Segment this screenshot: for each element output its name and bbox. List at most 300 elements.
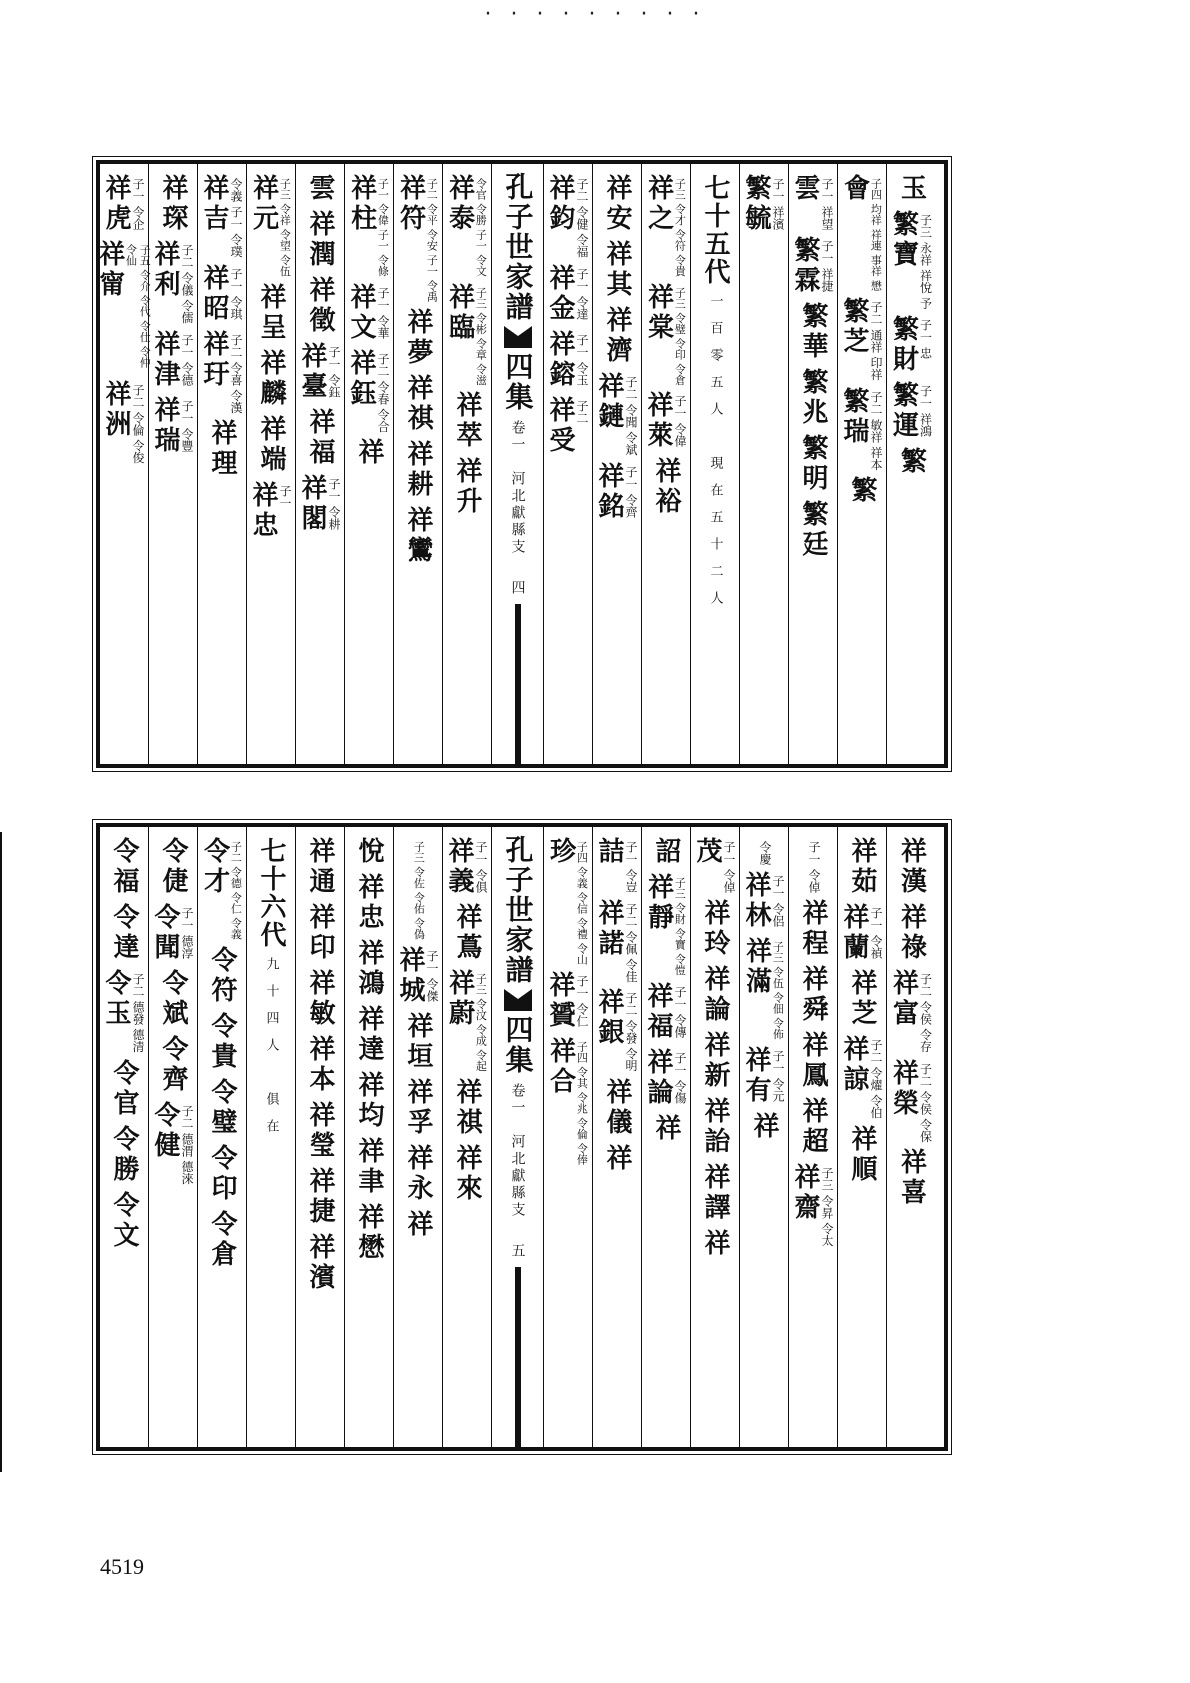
descendant-note: 子二 令侯 令存 <box>918 973 933 1053</box>
genealogy-entry <box>199 837 243 940</box>
descendant-note: 子三 令財 令寶 令愷 <box>673 877 687 976</box>
person-name: 祥新 <box>700 1030 730 1091</box>
entry-head <box>604 306 630 366</box>
entry-head <box>792 236 834 296</box>
genealogy-entry <box>702 965 728 1025</box>
genealogy-entry <box>643 174 687 277</box>
entry-head <box>209 946 235 1006</box>
person-name: 祥榮 <box>888 1058 919 1119</box>
entry-head <box>307 174 333 204</box>
entry-head <box>653 1114 679 1144</box>
upper.right_cols-column-4 <box>691 164 740 764</box>
genealogy-entry <box>604 1078 630 1138</box>
genealogy-entry <box>547 396 589 456</box>
descendant-note: 令義 子一 令璞 <box>229 178 243 258</box>
genealogy-entry <box>841 297 883 381</box>
entry-head <box>896 1148 927 1209</box>
scan-top-fragment: · · · · · · · · · <box>484 2 706 27</box>
genealogy-entry <box>800 302 826 362</box>
genealogy-entry <box>645 391 687 451</box>
descendant-note: 子一 祥鴻 <box>918 385 933 438</box>
entry-head <box>643 873 687 976</box>
entry-head <box>356 837 382 867</box>
person-name: 祥福 <box>643 981 673 1042</box>
lower.right_cols-column-1 <box>838 827 887 1447</box>
descendant-note: 子一 令企 <box>131 178 145 230</box>
genealogy-entry <box>248 174 292 277</box>
genealogy-entry <box>356 1203 382 1263</box>
person-name: 祥符 <box>395 174 426 234</box>
genealogy-entry <box>547 264 589 324</box>
person-name: 茂 <box>692 837 722 867</box>
entry-head <box>547 396 589 456</box>
genealogy-entry <box>209 419 235 479</box>
descendant-note: 子三 令璧 令印 令倉 <box>673 286 687 385</box>
entry-head <box>454 1078 480 1138</box>
person-name: 祥耕 <box>403 440 433 500</box>
volume-label: 四集 <box>501 352 535 412</box>
person-name: 令健 <box>150 1101 180 1161</box>
person-name: 祥之 <box>643 174 674 234</box>
book-title: 孔子世家譜 <box>501 172 535 322</box>
person-name: 繁運 <box>888 381 919 442</box>
person-name: 令貴 <box>207 1011 237 1072</box>
entry-head <box>258 415 284 475</box>
entry-head <box>160 969 186 1029</box>
margin-bar <box>515 1267 521 1447</box>
genealogy-entry <box>888 1058 933 1143</box>
entry-head <box>348 349 390 433</box>
genealogy-entry <box>547 330 589 390</box>
entry-head <box>792 174 834 230</box>
genealogy-entry <box>356 837 382 867</box>
entry-head <box>307 837 333 897</box>
person-name: 令才 <box>199 837 230 897</box>
genealogy-entry <box>888 969 933 1053</box>
genealogy-entry <box>596 372 638 456</box>
entry-head <box>356 1137 382 1197</box>
descendant-note: 子一 令俱 <box>474 841 488 893</box>
descendant-note: 子一 令德 <box>180 333 194 386</box>
entry-head <box>653 837 679 867</box>
entry-head <box>896 447 927 478</box>
genealogy-entry <box>405 374 431 434</box>
entry-head <box>152 396 194 456</box>
descendant-note: 子一 令元 <box>771 1049 785 1102</box>
genealogy-entry <box>160 174 186 234</box>
generation-count-note: 一百零五人 現在五十二人 <box>707 294 723 618</box>
person-name: 祥文 <box>346 282 376 343</box>
genealogy-entry <box>307 1035 333 1095</box>
genealogy-entry <box>307 969 333 1029</box>
genealogy-entry <box>702 899 728 959</box>
entry-head <box>702 1031 728 1091</box>
descendant-note: 子四 均祥 祥連 事祥 懋 <box>869 178 883 291</box>
person-name: 繁 <box>896 447 927 478</box>
generation-heading <box>258 837 284 1146</box>
person-name: 令福 <box>109 837 139 897</box>
person-name: 祥鈞 <box>545 174 575 234</box>
person-name: 祥芝 <box>847 969 877 1029</box>
person-name: 繁寶 <box>888 210 919 270</box>
genealogy-entry <box>888 315 933 376</box>
person-name: 雲 <box>305 174 335 204</box>
person-name: 祥琛 <box>158 174 188 234</box>
person-name: 祥通 <box>305 837 335 897</box>
entry-head <box>596 988 638 1072</box>
person-name: 祥昭 <box>199 263 229 324</box>
person-name: 珍 <box>545 837 576 867</box>
genealogy-entry <box>405 1144 431 1204</box>
entry-head <box>201 330 243 414</box>
person-name: 會 <box>839 174 870 204</box>
descendant-note: 子二 令燿 令伯 <box>869 1039 883 1119</box>
entry-head <box>596 899 638 983</box>
descendant-note: 子二 令侯 令保 <box>918 1062 933 1143</box>
page-number: 4519 <box>100 1554 144 1579</box>
person-name: 祥 <box>651 1113 681 1144</box>
upper.left_cols-column-5 <box>198 164 247 764</box>
person-name: 祥銘 <box>594 461 624 522</box>
genealogy-entry <box>356 1005 382 1065</box>
genealogy-entry <box>800 434 826 494</box>
center-header-column <box>492 827 544 1447</box>
genealogy-entry <box>444 282 488 386</box>
entry-head <box>849 837 875 897</box>
entry-head <box>405 1012 431 1072</box>
person-name: 祥富 <box>888 969 919 1029</box>
entry-head <box>444 282 488 386</box>
entry-head <box>152 330 194 390</box>
entry-head <box>545 1037 589 1165</box>
genealogy-entry <box>152 330 194 390</box>
genealogy-entry <box>800 368 826 428</box>
descendant-note: 令慶 <box>758 841 772 865</box>
genealogy-entry <box>643 282 687 386</box>
person-name: 祥鎔 <box>545 329 575 390</box>
entry-head <box>356 1005 382 1065</box>
person-name: 祥齋 <box>790 1162 820 1223</box>
entry-head <box>405 440 431 500</box>
branch-subtitle: 卷一 河北獻縣支 <box>509 1083 526 1219</box>
lower.left_cols-column-2 <box>345 827 394 1447</box>
descendant-note: 子一 令侶 <box>771 875 785 927</box>
entry-head <box>694 837 736 893</box>
person-name: 祥漢 <box>896 837 927 897</box>
descendant-note: 子一 忠 <box>918 319 933 360</box>
descendant-note: 子四 令其 令兆 令倫 令俸 <box>575 1041 589 1165</box>
genealogy-entry <box>896 1148 927 1209</box>
person-name: 祥蔚 <box>444 969 475 1029</box>
descendant-note: 令官 令勝 子一 令文 <box>474 178 488 277</box>
genealogy-entry <box>209 1078 235 1138</box>
entry-head <box>547 971 589 1031</box>
entry-head <box>111 903 137 963</box>
entry-head <box>841 1035 883 1119</box>
genealogy-entry <box>547 971 589 1031</box>
person-name: 令倢 <box>158 837 188 897</box>
person-name: 繁毓 <box>741 174 771 234</box>
genealogy-entry <box>743 871 785 931</box>
person-name: 祥呈 <box>256 282 286 343</box>
person-name: 祥棠 <box>643 282 674 343</box>
genealogy-entry <box>645 1048 687 1108</box>
genealogy-entry <box>454 1144 480 1204</box>
genealogy-entry <box>792 236 834 296</box>
descendant-note: 子三 令彬 令章 令滋 <box>474 286 488 385</box>
genealogy-entry <box>849 1125 875 1185</box>
upper.right_cols-column-2 <box>789 164 838 764</box>
entry-head <box>896 903 927 963</box>
genealogy-entry <box>604 306 630 366</box>
genealogy-entry <box>405 506 431 566</box>
descendant-note: 子二 令喜 令漢 <box>229 333 243 414</box>
person-name: 祥麟 <box>256 348 286 409</box>
entry-head <box>307 1167 333 1227</box>
person-name: 祥閣 <box>297 474 327 534</box>
genealogy-entry <box>395 174 439 302</box>
person-name: 祥洲 <box>101 380 131 440</box>
person-name: 祥虎 <box>101 174 131 234</box>
entry-head <box>596 462 638 522</box>
person-name: 祥均 <box>354 1071 384 1131</box>
person-name: 繁芝 <box>839 297 869 357</box>
person-name: 祥瑩 <box>305 1101 335 1161</box>
person-name: 祥濱 <box>305 1233 335 1293</box>
entry-head <box>209 1012 235 1072</box>
person-name: 祥孚 <box>403 1077 433 1138</box>
genealogy-entry <box>896 174 927 204</box>
entry-head <box>209 419 235 479</box>
descendant-note: 子三 令伍 令佃 令佈 <box>771 941 785 1040</box>
entry-head <box>604 240 630 300</box>
genealogy-entry <box>405 1210 431 1240</box>
entry-head <box>446 837 488 897</box>
person-name: 祥論 <box>700 964 730 1025</box>
genealogy-entry <box>604 240 630 300</box>
entry-head <box>888 210 933 310</box>
person-name: 祥臺 <box>297 342 327 402</box>
person-name: 繁華 <box>798 301 828 362</box>
descendant-note: 子四 令義 令信 令禮 令山 <box>575 841 589 965</box>
entry-head <box>454 457 480 517</box>
genealogy-entry <box>405 1012 431 1072</box>
lower.left_cols-column-7 <box>100 827 149 1447</box>
entry-head <box>405 1144 431 1204</box>
person-name: 祥甯 <box>94 240 125 300</box>
entry-head <box>702 1229 728 1259</box>
center-header-column <box>492 164 544 764</box>
genealogy-entry <box>209 1012 235 1072</box>
person-name: 祥合 <box>545 1037 576 1097</box>
person-name: 祥贇 <box>545 971 575 1031</box>
person-name: 祥其 <box>602 240 632 300</box>
entry-head <box>800 899 826 959</box>
entry-head <box>896 174 927 204</box>
entry-head <box>841 903 883 963</box>
person-name: 祥 <box>354 438 384 469</box>
descendant-note: 子二 令聞 令斌 <box>624 376 638 456</box>
entry-head <box>547 174 589 258</box>
entry-head <box>596 837 638 893</box>
person-name: 令玉 <box>101 969 131 1029</box>
descendant-note: 子三 令汶 令成 令起 <box>474 973 488 1072</box>
entry-head <box>743 1046 785 1106</box>
lower-page-panel <box>96 823 948 1451</box>
genealogy-entry <box>545 1037 589 1165</box>
person-name: 祥蔦 <box>452 903 482 963</box>
person-name: 祥 <box>602 1144 632 1175</box>
entry-head <box>307 210 333 270</box>
genealogy-entry <box>444 969 488 1072</box>
genealogy-entry <box>446 837 488 897</box>
genealogy-entry <box>307 1101 333 1161</box>
person-name: 令齊 <box>158 1035 188 1095</box>
entry-head <box>702 1097 728 1157</box>
entry-head <box>800 302 826 362</box>
descendant-note: 子二 敏祥 祥本 <box>869 390 883 471</box>
descendant-note: 子一 令禎 <box>869 907 883 959</box>
person-name: 祥城 <box>395 945 425 1006</box>
upper.right_cols-column-1 <box>838 164 887 764</box>
lower.right_cols-column-6 <box>593 827 642 1447</box>
volume-label: 四集 <box>501 1015 535 1075</box>
person-name: 令文 <box>109 1190 139 1251</box>
descendant-note: 子一 令仁 <box>575 975 589 1027</box>
genealogy-entry <box>299 342 341 402</box>
entry-head <box>888 315 933 376</box>
genealogy-entry <box>307 837 333 897</box>
genealogy-entry <box>160 837 186 897</box>
person-name: 玉 <box>896 174 927 204</box>
genealogy-entry <box>346 174 390 277</box>
genealogy-entry <box>307 1233 333 1293</box>
entry-head <box>645 391 687 451</box>
person-name: 祥 <box>403 1209 433 1240</box>
entry-head <box>397 946 439 1006</box>
descendant-note: 子一 <box>278 484 292 509</box>
person-name: 繁霖 <box>790 235 820 296</box>
entry-head <box>888 969 933 1053</box>
person-name: 祥諒 <box>839 1035 869 1095</box>
person-name: 祥滿 <box>741 937 772 997</box>
person-name: 祥超 <box>798 1096 828 1157</box>
person-name: 詔 <box>651 837 681 867</box>
genealogy-entry <box>94 240 152 374</box>
entry-head <box>307 1233 333 1293</box>
descendant-note: 子一 令傷 <box>673 1051 687 1104</box>
entry-head <box>209 1078 235 1138</box>
genealogy-entry <box>405 308 431 368</box>
person-name: 祥升 <box>452 457 482 517</box>
genealogy-entry <box>348 349 390 433</box>
entry-head <box>841 387 883 471</box>
entry-head <box>152 903 194 963</box>
descendant-note: 子三 令祥 令望 令伍 <box>278 178 292 277</box>
entry-head <box>307 1101 333 1161</box>
person-name: 祥諾 <box>594 898 624 959</box>
entry-head <box>395 174 439 302</box>
genealogy-entry <box>444 174 488 277</box>
genealogy-entry <box>307 408 333 468</box>
sheet-page-number: 四 <box>509 580 526 594</box>
genealogy-entry <box>800 1031 826 1091</box>
descendant-note: 子一 令琪 <box>229 267 243 320</box>
genealogy-entry <box>741 937 785 1040</box>
person-name: 令符 <box>207 945 237 1006</box>
entry-head <box>653 457 679 517</box>
entry-head <box>545 837 589 965</box>
genealogy-entry <box>356 1137 382 1197</box>
lower.left_cols-column-5 <box>198 827 247 1447</box>
entry-head <box>792 1163 834 1247</box>
entry-head <box>405 1078 431 1138</box>
entry-head <box>307 276 333 336</box>
person-name: 祥裕 <box>651 457 681 517</box>
entry-head <box>201 264 243 324</box>
upper.right_cols-column-0 <box>887 164 936 764</box>
person-name: 繁廷 <box>798 499 828 560</box>
upper.right_cols-column-6 <box>593 164 642 764</box>
person-name: 祥本 <box>305 1035 335 1095</box>
person-name: 祥 <box>749 1111 779 1142</box>
descendant-note: 子一 令倬 <box>722 841 736 893</box>
entry-head <box>841 297 883 381</box>
entry-head <box>702 1163 728 1223</box>
person-name: 祥敏 <box>305 969 335 1029</box>
genealogy-entry <box>604 1144 630 1174</box>
genealogy-entry <box>596 462 638 522</box>
entry-head <box>111 1059 137 1119</box>
descendant-note: 子二 通祥 印祥 <box>869 301 883 381</box>
genealogy-entry <box>405 440 431 500</box>
entry-head <box>800 368 826 428</box>
person-name: 祥瑞 <box>150 395 180 456</box>
entry-head <box>643 282 687 386</box>
genealogy-entry <box>653 457 679 517</box>
genealogy-entry <box>405 1078 431 1138</box>
person-name: 祥玲 <box>700 898 730 959</box>
person-name: 繁明 <box>798 433 828 494</box>
person-name: 祥林 <box>741 871 771 931</box>
entry-head <box>307 408 333 468</box>
genealogy-entry <box>849 837 875 897</box>
genealogy-entry <box>111 1191 137 1251</box>
entry-head <box>299 342 341 402</box>
descendant-note: 子一 令齊 <box>624 465 638 518</box>
descendant-note: 子一 令鈺 <box>327 346 341 398</box>
genealogy-entry <box>888 381 933 442</box>
person-name: 祥忠 <box>354 873 384 933</box>
person-name: 祥論 <box>643 1047 673 1108</box>
genealogy-entry <box>201 174 243 258</box>
person-name: 祥喜 <box>896 1148 927 1209</box>
entry-head <box>405 374 431 434</box>
entry-head <box>152 1101 194 1185</box>
genealogy-entry <box>209 946 235 1006</box>
entry-head <box>645 1048 687 1108</box>
genealogy-entry <box>694 837 736 893</box>
person-name: 令勝 <box>109 1124 139 1185</box>
person-name: 祥靜 <box>643 873 674 933</box>
genealogy-entry <box>596 899 638 983</box>
genealogy-entry <box>111 837 137 897</box>
person-name: 祥舜 <box>798 964 828 1025</box>
descendant-note: 子三 永祥 祥悅 予 <box>918 214 933 310</box>
genealogy-entry <box>743 174 785 234</box>
person-name: 令璧 <box>207 1077 237 1138</box>
entry-head <box>454 903 480 963</box>
